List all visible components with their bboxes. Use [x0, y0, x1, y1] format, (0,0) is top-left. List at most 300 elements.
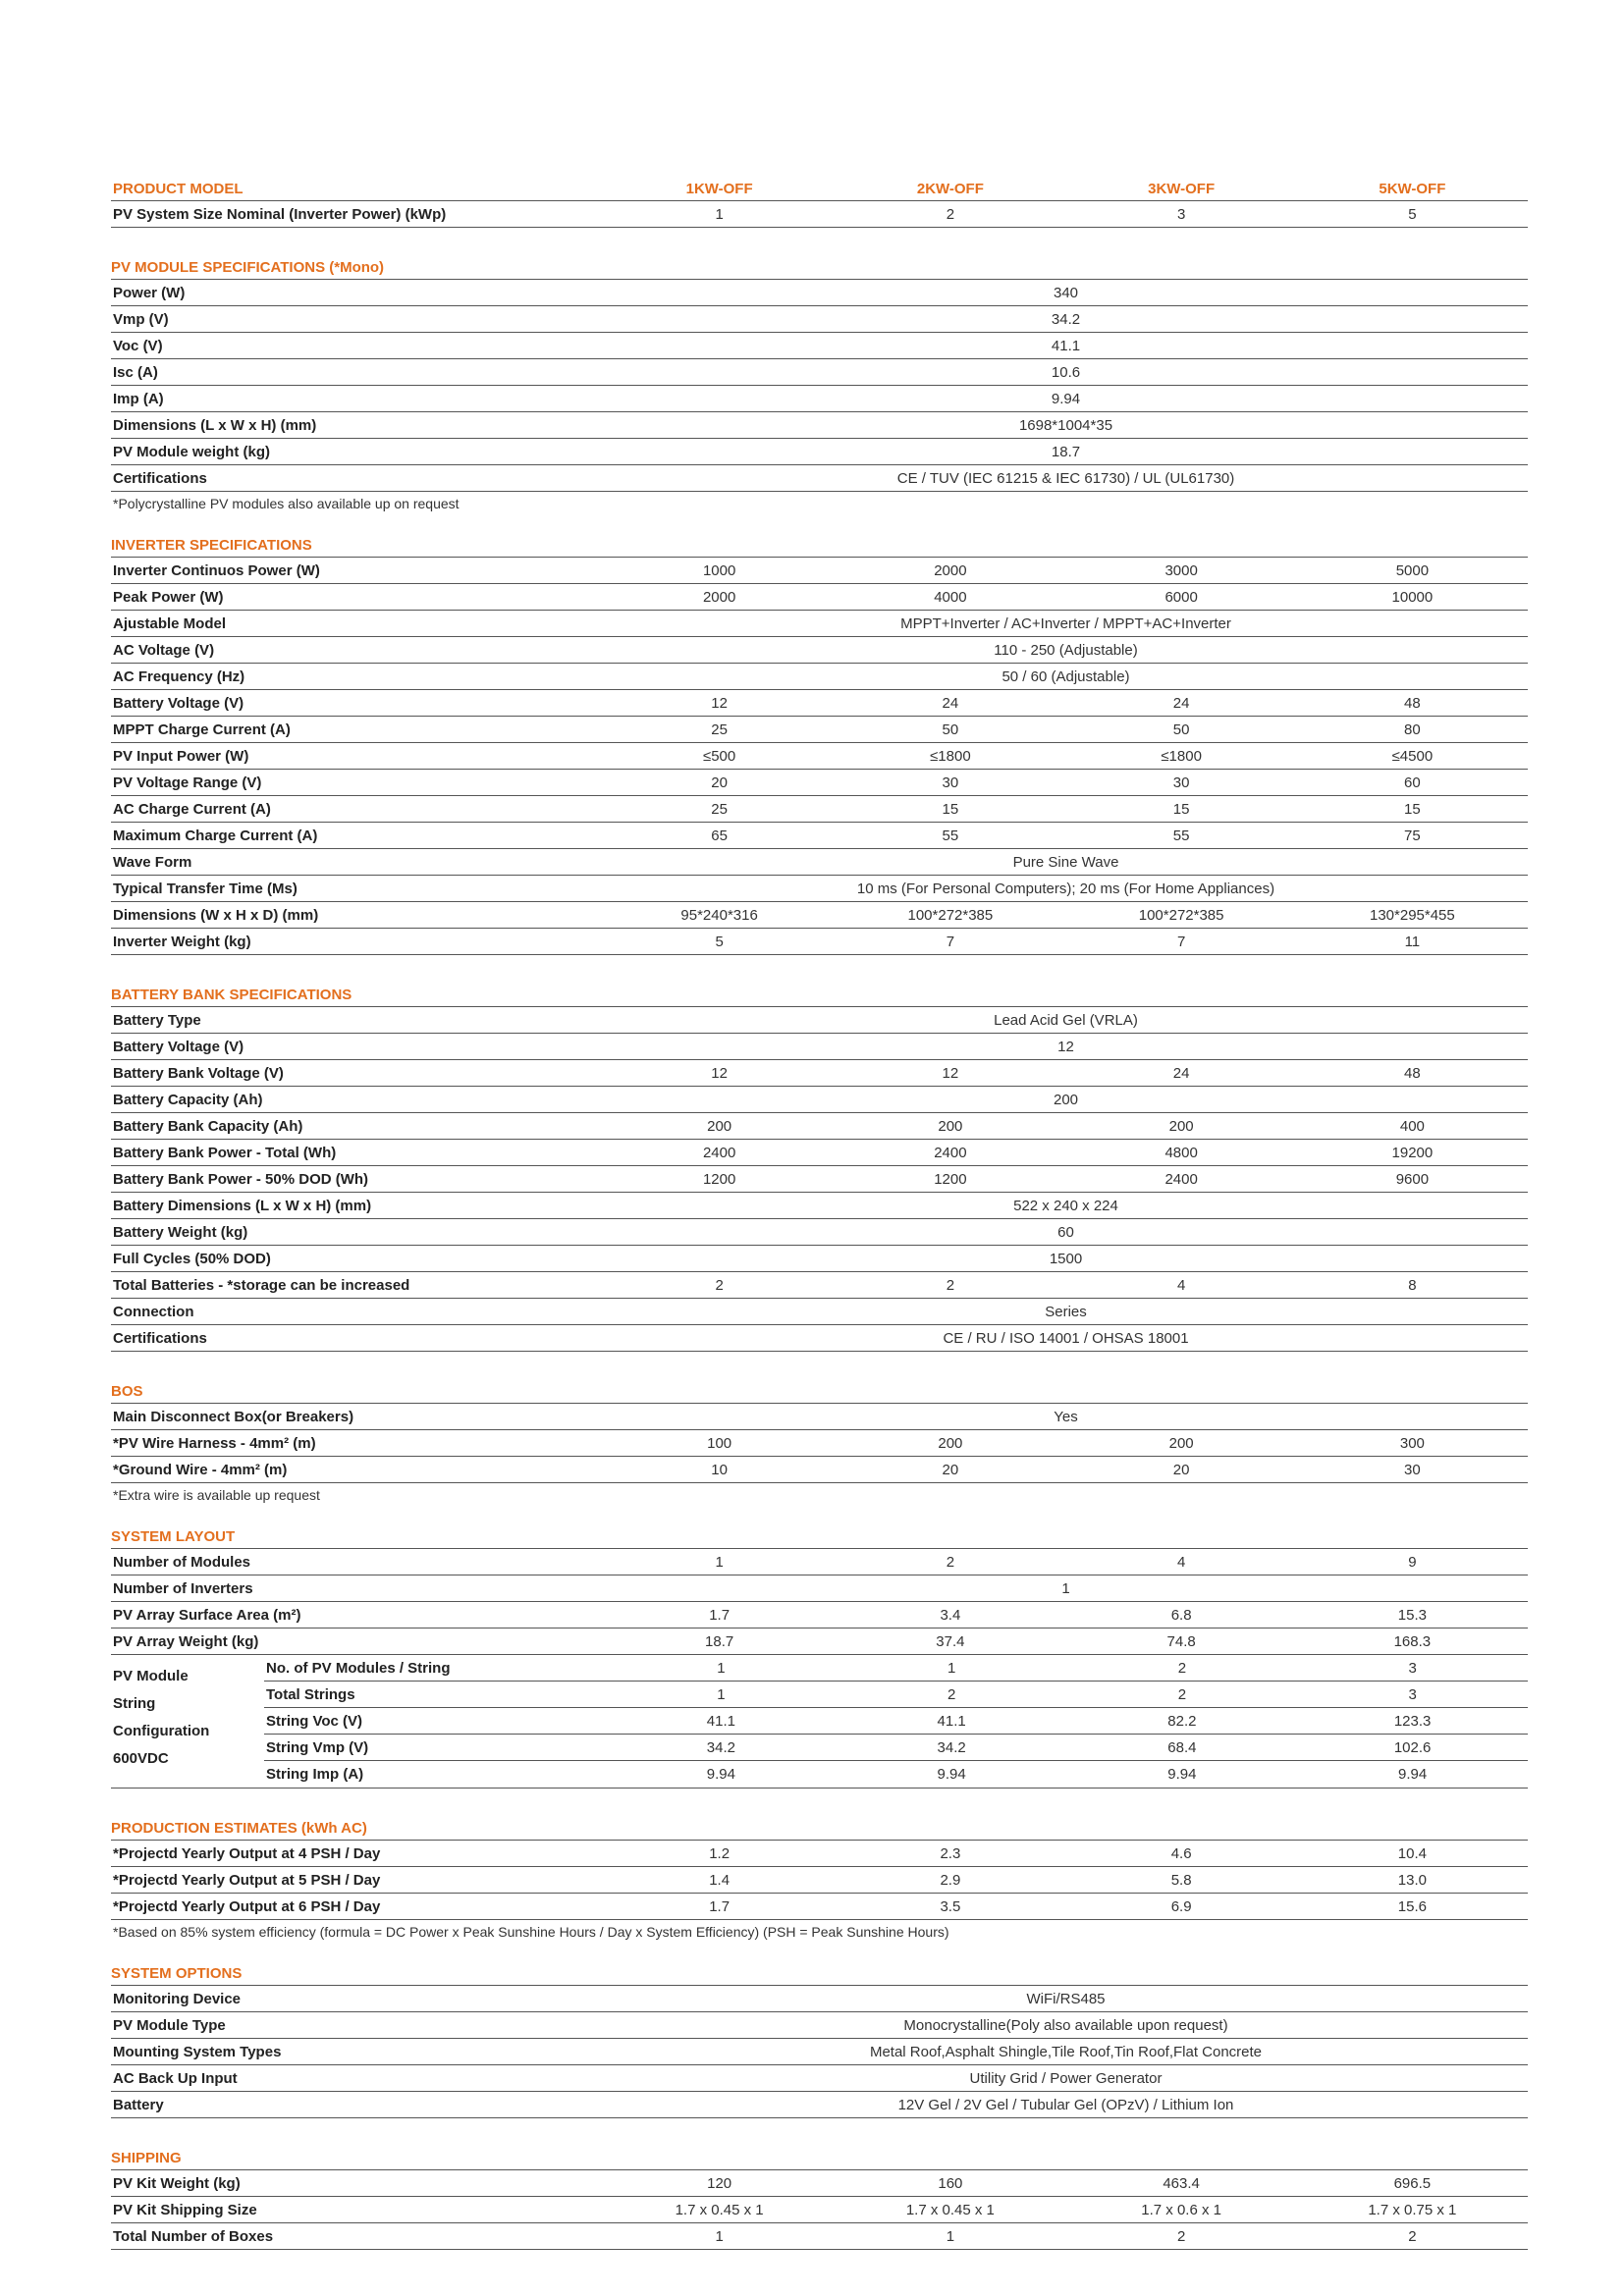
- cell: 4000: [934, 588, 967, 606]
- cell: 15.6: [1397, 1897, 1427, 1915]
- spec-row: [111, 2170, 1528, 2197]
- cell: 50: [942, 721, 959, 738]
- spec-row: [111, 1430, 1528, 1457]
- spec-row: [264, 1655, 1528, 1682]
- spec-row: [264, 1761, 1528, 1788]
- spanning-cell: Monocrystalline(Poly also available upon request): [903, 2016, 1228, 2034]
- row-label: PV Module Type: [113, 2016, 226, 2034]
- cell: 15: [1404, 800, 1421, 818]
- row-label: Battery: [113, 2096, 164, 2113]
- cell: 12: [942, 1064, 959, 1082]
- cell: 80: [1404, 721, 1421, 738]
- spanning-cell: 41.1: [1051, 337, 1081, 354]
- spec-row: [111, 1272, 1528, 1299]
- spanning-cell: 10 ms (For Personal Computers); 20 ms (For Home Appliances): [856, 880, 1275, 897]
- cell: 4: [1176, 1276, 1186, 1294]
- cell: 1: [946, 2227, 955, 2245]
- cell: 200: [1168, 1117, 1194, 1135]
- cell: 10.4: [1397, 1844, 1427, 1862]
- pv-module-section-title: PV MODULE SPECIFICATIONS (*Mono): [111, 255, 1528, 280]
- row-label: Number of Modules: [113, 1553, 251, 1571]
- cell: 30: [942, 774, 959, 791]
- row-label: Imp (A): [113, 390, 164, 407]
- row-label: PV Array Surface Area (m²): [113, 1606, 301, 1624]
- cell: 55: [942, 827, 959, 844]
- cell: 5000: [1395, 561, 1430, 579]
- spanning-cell: 1698*1004*35: [1018, 416, 1113, 434]
- cell: 3: [1408, 1659, 1417, 1677]
- row-label: Battery Voltage (V): [113, 694, 244, 712]
- spec-row: [111, 2065, 1528, 2092]
- cell: 3.5: [940, 1897, 961, 1915]
- row-label: Battery Weight (kg): [113, 1223, 248, 1241]
- cell: 3000: [1164, 561, 1198, 579]
- row-label: Wave Form: [113, 853, 192, 871]
- cell: 9.94: [706, 1766, 735, 1783]
- cell: 10000: [1391, 588, 1434, 606]
- production-section-title: PRODUCTION ESTIMATES (kWh AC): [111, 1816, 1528, 1841]
- spec-row: [111, 770, 1528, 796]
- row-label: No. of PV Modules / String: [266, 1659, 451, 1677]
- cell: 696.5: [1393, 2174, 1432, 2192]
- spanning-cell: CE / RU / ISO 14001 / OHSAS 18001: [943, 1329, 1189, 1347]
- cell: 30: [1172, 774, 1190, 791]
- spec-row: [111, 1299, 1528, 1325]
- row-label: AC Charge Current (A): [113, 800, 271, 818]
- cell: 463.4: [1163, 2174, 1200, 2192]
- cell: 1: [947, 1659, 956, 1677]
- cell: 168.3: [1393, 1632, 1432, 1650]
- cell: 24: [1172, 694, 1190, 712]
- spanning-cell: Yes: [1054, 1408, 1078, 1425]
- cell: 3: [1176, 205, 1186, 223]
- cell: 2: [946, 1553, 955, 1571]
- cell: 2400: [702, 1144, 736, 1161]
- cell: 8: [1408, 1276, 1417, 1294]
- cell: 100*272*385: [907, 906, 994, 924]
- spec-row: [111, 690, 1528, 717]
- cell: 200: [938, 1117, 963, 1135]
- battery-section-title: BATTERY BANK SPECIFICATIONS: [111, 983, 1528, 1007]
- spec-row: [111, 2092, 1528, 2118]
- spec-row: [111, 439, 1528, 465]
- spec-row: [111, 1841, 1528, 1867]
- cell: 2400: [934, 1144, 967, 1161]
- spec-row: [111, 1113, 1528, 1140]
- spec-row: [111, 2039, 1528, 2065]
- cell: 200: [707, 1117, 732, 1135]
- row-label: Main Disconnect Box(or Breakers): [113, 1408, 354, 1425]
- row-label: String Voc (V): [266, 1712, 363, 1730]
- cell: 10: [711, 1461, 728, 1478]
- cell: 15: [942, 800, 959, 818]
- cell: 13.0: [1397, 1871, 1427, 1889]
- cell: 95*240*316: [680, 906, 758, 924]
- row-label: Maximum Charge Current (A): [113, 827, 318, 844]
- cell: 7: [946, 933, 955, 950]
- spec-row: [111, 558, 1528, 584]
- row-label: Certifications: [113, 469, 207, 487]
- row-label: PV System Size Nominal (Inverter Power) (kWp): [113, 205, 447, 223]
- cell: 200: [938, 1434, 963, 1452]
- cell: 2400: [1164, 1170, 1198, 1188]
- spanning-cell: 34.2: [1051, 310, 1081, 328]
- cell: 48: [1404, 694, 1421, 712]
- spanning-cell: 110 - 250 (Adjustable): [994, 641, 1138, 659]
- row-label: Dimensions (L x W x H) (mm): [113, 416, 317, 434]
- row-label: Full Cycles (50% DOD): [113, 1250, 271, 1267]
- model-1kw: 1KW-OFF: [685, 181, 753, 197]
- cell: 9.94: [937, 1766, 966, 1783]
- row-label: String Imp (A): [266, 1766, 364, 1783]
- row-label: Dimensions (W x H x D) (mm): [113, 906, 319, 924]
- cell: 6000: [1164, 588, 1198, 606]
- spec-row: [111, 465, 1528, 492]
- row-label: Inverter Weight (kg): [113, 933, 251, 950]
- spec-row: [111, 1193, 1528, 1219]
- spanning-cell: Series: [1045, 1303, 1087, 1320]
- cell: 9600: [1395, 1170, 1430, 1188]
- cell: 37.4: [936, 1632, 965, 1650]
- model-5kw: 5KW-OFF: [1379, 181, 1446, 197]
- spec-row: [111, 306, 1528, 333]
- cell: 7: [1176, 933, 1186, 950]
- spec-row: [111, 1894, 1528, 1920]
- row-label: *Projectd Yearly Output at 5 PSH / Day: [113, 1871, 381, 1889]
- cell: 2: [1176, 2227, 1186, 2245]
- spec-row: [111, 664, 1528, 690]
- row-label: PV Kit Shipping Size: [113, 2201, 257, 2218]
- spanning-cell: WiFi/RS485: [1026, 1990, 1106, 2007]
- spanning-cell: 18.7: [1051, 443, 1081, 460]
- production-rows: [111, 1841, 1528, 1920]
- cell: ≤500: [702, 747, 736, 765]
- cell: 2: [947, 1685, 956, 1703]
- cell: 1.2: [709, 1844, 731, 1862]
- cell: 1.7 x 0.6 x 1: [1141, 2201, 1221, 2218]
- cell: 6.8: [1170, 1606, 1192, 1624]
- system-layout-rows: [111, 1549, 1528, 1655]
- row-label: Power (W): [113, 284, 186, 301]
- row-label: AC Back Up Input: [113, 2069, 238, 2087]
- spec-row: [111, 1087, 1528, 1113]
- cell: 130*295*455: [1369, 906, 1455, 924]
- spec-row: [111, 386, 1528, 412]
- spanning-cell: MPPT+Inverter / AC+Inverter / MPPT+AC+Inverter: [900, 614, 1231, 632]
- row-label: PV Kit Weight (kg): [113, 2174, 241, 2192]
- cell: 4800: [1164, 1144, 1198, 1161]
- row-label: AC Frequency (Hz): [113, 667, 245, 685]
- product-model-header: [111, 177, 1528, 201]
- spec-row: [111, 823, 1528, 849]
- cell: 1200: [934, 1170, 967, 1188]
- cell: 4: [1176, 1553, 1186, 1571]
- cell: 1.7: [709, 1897, 731, 1915]
- cell: ≤4500: [1391, 747, 1434, 765]
- spec-row: [111, 1034, 1528, 1060]
- spec-row: [111, 1140, 1528, 1166]
- cell: 48: [1404, 1064, 1421, 1082]
- cell: 5.8: [1170, 1871, 1192, 1889]
- spec-row: [111, 637, 1528, 664]
- cell: 20: [1172, 1461, 1190, 1478]
- cell: 100*272*385: [1138, 906, 1224, 924]
- cell: 12: [711, 694, 728, 712]
- inverter-section-title: INVERTER SPECIFICATIONS: [111, 533, 1528, 558]
- row-label: Peak Power (W): [113, 588, 224, 606]
- row-label: MPPT Charge Current (A): [113, 721, 291, 738]
- system-options-section-title: SYSTEM OPTIONS: [111, 1961, 1528, 1986]
- spec-row: [111, 2223, 1528, 2250]
- row-label: Battery Voltage (V): [113, 1038, 244, 1055]
- spec-row: [111, 1629, 1528, 1655]
- row-label: Number of Inverters: [113, 1579, 253, 1597]
- spanning-cell: Lead Acid Gel (VRLA): [994, 1011, 1138, 1029]
- string-configuration-block: [111, 1655, 1528, 1789]
- cell: 24: [1172, 1064, 1190, 1082]
- cell: 1.4: [709, 1871, 731, 1889]
- cell: 9.94: [1398, 1766, 1428, 1783]
- cell: 2: [715, 1276, 724, 1294]
- spanning-cell: 1500: [1049, 1250, 1083, 1267]
- row-label: Connection: [113, 1303, 194, 1320]
- spanning-cell: 60: [1057, 1223, 1074, 1241]
- spanning-cell: 50 / 60 (Adjustable): [1001, 667, 1130, 685]
- string-group-line: Configuration: [113, 1723, 210, 1739]
- row-label: PV Array Weight (kg): [113, 1632, 259, 1650]
- row-label: PV Module weight (kg): [113, 443, 270, 460]
- cell: 34.2: [937, 1738, 966, 1756]
- cell: 12: [711, 1064, 728, 1082]
- spec-row: [111, 359, 1528, 386]
- row-label: String Vmp (V): [266, 1738, 369, 1756]
- spec-row: [111, 849, 1528, 876]
- row-label: Certifications: [113, 1329, 207, 1347]
- cell: 20: [942, 1461, 959, 1478]
- row-label: Inverter Continuos Power (W): [113, 561, 320, 579]
- row-label: *Ground Wire - 4mm² (m): [113, 1461, 288, 1478]
- production-note: *Based on 85% system efficiency (formula = DC Power x Peak Sunshine Hours / Day x System Efficiency) (PSH = Peak Sunshine Hours): [113, 1924, 949, 1940]
- cell: 4.6: [1170, 1844, 1192, 1862]
- spec-row: [111, 1325, 1528, 1352]
- row-label: PV Input Power (W): [113, 747, 249, 765]
- spec-row: [111, 743, 1528, 770]
- cell: 75: [1404, 827, 1421, 844]
- cell: 65: [711, 827, 728, 844]
- battery-rows: [111, 1007, 1528, 1352]
- row-label: Vmp (V): [113, 310, 169, 328]
- spanning-cell: 9.94: [1051, 390, 1081, 407]
- cell: 2: [946, 205, 955, 223]
- spec-row: [111, 1602, 1528, 1629]
- spec-sheet: [111, 177, 1528, 2250]
- cell: 400: [1399, 1117, 1425, 1135]
- row-label: Total Batteries - *storage can be increased: [113, 1276, 410, 1294]
- row-label: Typical Transfer Time (Ms): [113, 880, 298, 897]
- cell: 2.3: [940, 1844, 961, 1862]
- cell: 1200: [702, 1170, 736, 1188]
- system-options-rows: [111, 1986, 1528, 2118]
- spanning-cell: 12V Gel / 2V Gel / Tubular Gel (OPzV) / Lithium Ion: [897, 2096, 1234, 2113]
- inverter-rows: [111, 558, 1528, 955]
- cell: 160: [938, 2174, 963, 2192]
- cell: ≤1800: [1161, 747, 1202, 765]
- shipping-section-title: SHIPPING: [111, 2146, 1528, 2170]
- spanning-cell: CE / TUV (IEC 61215 & IEC 61730) / UL (UL61730): [896, 469, 1235, 487]
- cell: 60: [1404, 774, 1421, 791]
- shipping-rows: [111, 2170, 1528, 2250]
- cell: 15.3: [1397, 1606, 1427, 1624]
- cell: 55: [1172, 827, 1190, 844]
- row-label: Isc (A): [113, 363, 158, 381]
- cell: 300: [1399, 1434, 1425, 1452]
- string-group-line: String: [113, 1695, 156, 1712]
- row-label: PV Voltage Range (V): [113, 774, 262, 791]
- spec-row: [111, 1060, 1528, 1087]
- row-label: AC Voltage (V): [113, 641, 215, 659]
- row-label: Battery Bank Power - 50% DOD (Wh): [113, 1170, 369, 1188]
- row-label: Total Strings: [266, 1685, 355, 1703]
- cell: 82.2: [1167, 1712, 1197, 1730]
- cell: 41.1: [937, 1712, 966, 1730]
- spanning-cell: Metal Roof,Asphalt Shingle,Tile Roof,Tin Roof,Flat Concrete: [869, 2043, 1263, 2060]
- spanning-cell: 10.6: [1051, 363, 1081, 381]
- cell: 100: [707, 1434, 732, 1452]
- cell: 19200: [1391, 1144, 1434, 1161]
- cell: 1000: [702, 561, 736, 579]
- row-label: Ajustable Model: [113, 614, 227, 632]
- cell: 5: [1408, 205, 1417, 223]
- spec-row: [111, 1867, 1528, 1894]
- cell: 30: [1404, 1461, 1421, 1478]
- row-label: Battery Bank Capacity (Ah): [113, 1117, 303, 1135]
- spec-row: [111, 796, 1528, 823]
- row-label: Battery Bank Voltage (V): [113, 1064, 284, 1082]
- spec-row: [111, 902, 1528, 929]
- cell: 120: [707, 2174, 732, 2192]
- row-label: Voc (V): [113, 337, 163, 354]
- cell: 102.6: [1393, 1738, 1432, 1756]
- bos-section-title: BOS: [111, 1379, 1528, 1404]
- string-configuration-rows: [264, 1655, 1528, 1788]
- cell: 9: [1408, 1553, 1417, 1571]
- spec-row: [111, 1986, 1528, 2012]
- cell: 1.7: [709, 1606, 731, 1624]
- pv-module-rows: [111, 280, 1528, 492]
- string-group-line: PV Module: [113, 1668, 189, 1684]
- bos-note: *Extra wire is available up request: [113, 1487, 320, 1503]
- spanning-cell: Utility Grid / Power Generator: [969, 2069, 1163, 2087]
- cell: 24: [942, 694, 959, 712]
- cell: 1: [717, 1685, 726, 1703]
- cell: 2: [1177, 1685, 1187, 1703]
- system-size-row: [111, 201, 1528, 228]
- row-label: Battery Bank Power - Total (Wh): [113, 1144, 337, 1161]
- cell: 18.7: [705, 1632, 734, 1650]
- spec-row: [111, 333, 1528, 359]
- cell: 1.7 x 0.45 x 1: [905, 2201, 995, 2218]
- cell: 2: [946, 1276, 955, 1294]
- model-2kw: 2KW-OFF: [916, 181, 984, 197]
- spec-row: [111, 1246, 1528, 1272]
- cell: 50: [1172, 721, 1190, 738]
- spec-row: [111, 280, 1528, 306]
- cell: 200: [1168, 1434, 1194, 1452]
- row-label: *PV Wire Harness - 4mm² (m): [113, 1434, 316, 1452]
- cell: 25: [711, 800, 728, 818]
- cell: 6.9: [1170, 1897, 1192, 1915]
- spec-row: [111, 1007, 1528, 1034]
- cell: ≤1800: [930, 747, 971, 765]
- row-label: *Projectd Yearly Output at 6 PSH / Day: [113, 1897, 381, 1915]
- spec-row: [111, 1575, 1528, 1602]
- cell: 3.4: [940, 1606, 961, 1624]
- cell: 2.9: [940, 1871, 961, 1889]
- cell: 3: [1408, 1685, 1417, 1703]
- cell: 2: [1177, 1659, 1187, 1677]
- spec-row: [111, 1404, 1528, 1430]
- row-label: Monitoring Device: [113, 1990, 242, 2007]
- cell: 11: [1404, 933, 1421, 950]
- cell: 41.1: [706, 1712, 735, 1730]
- spec-row: [111, 1219, 1528, 1246]
- cell: 123.3: [1393, 1712, 1432, 1730]
- spec-row: [111, 2197, 1528, 2223]
- cell: 9.94: [1167, 1766, 1197, 1783]
- cell: 1.7 x 0.45 x 1: [675, 2201, 764, 2218]
- cell: 20: [711, 774, 728, 791]
- model-3kw: 3KW-OFF: [1148, 181, 1216, 197]
- spec-row: [111, 1166, 1528, 1193]
- spec-row: [111, 2012, 1528, 2039]
- cell: 1: [715, 2227, 724, 2245]
- spanning-cell: 200: [1053, 1091, 1079, 1108]
- spanning-cell: 1: [1061, 1579, 1070, 1597]
- row-label: Battery Dimensions (L x W x H) (mm): [113, 1197, 372, 1214]
- cell: 1: [715, 1553, 724, 1571]
- pv-module-note: *Polycrystalline PV modules also available up on request: [113, 496, 460, 511]
- spec-row: [264, 1708, 1528, 1735]
- string-group-line: 600VDC: [113, 1750, 169, 1767]
- row-label: Battery Type: [113, 1011, 201, 1029]
- spec-row: [111, 717, 1528, 743]
- spec-row: [111, 611, 1528, 637]
- spanning-cell: Pure Sine Wave: [1012, 853, 1119, 871]
- cell: 1: [717, 1659, 726, 1677]
- row-label: *Projectd Yearly Output at 4 PSH / Day: [113, 1844, 381, 1862]
- row-label: Total Number of Boxes: [113, 2227, 274, 2245]
- spec-row: [111, 1457, 1528, 1483]
- row-label: Mounting System Types: [113, 2043, 282, 2060]
- cell: 2000: [702, 588, 736, 606]
- row-label: Battery Capacity (Ah): [113, 1091, 263, 1108]
- spanning-cell: 340: [1053, 284, 1079, 301]
- spec-row: [111, 412, 1528, 439]
- system-layout-section-title: SYSTEM LAYOUT: [111, 1524, 1528, 1549]
- cell: 5: [715, 933, 724, 950]
- spec-row: [111, 584, 1528, 611]
- spec-row: [111, 929, 1528, 955]
- cell: 74.8: [1166, 1632, 1196, 1650]
- bos-rows: [111, 1404, 1528, 1483]
- spec-row: [264, 1682, 1528, 1708]
- cell: 1: [715, 205, 724, 223]
- spanning-cell: 522 x 240 x 224: [1013, 1197, 1118, 1214]
- spanning-cell: 12: [1057, 1038, 1074, 1055]
- cell: 2: [1408, 2227, 1417, 2245]
- cell: 25: [711, 721, 728, 738]
- string-configuration-label: [111, 1655, 264, 1788]
